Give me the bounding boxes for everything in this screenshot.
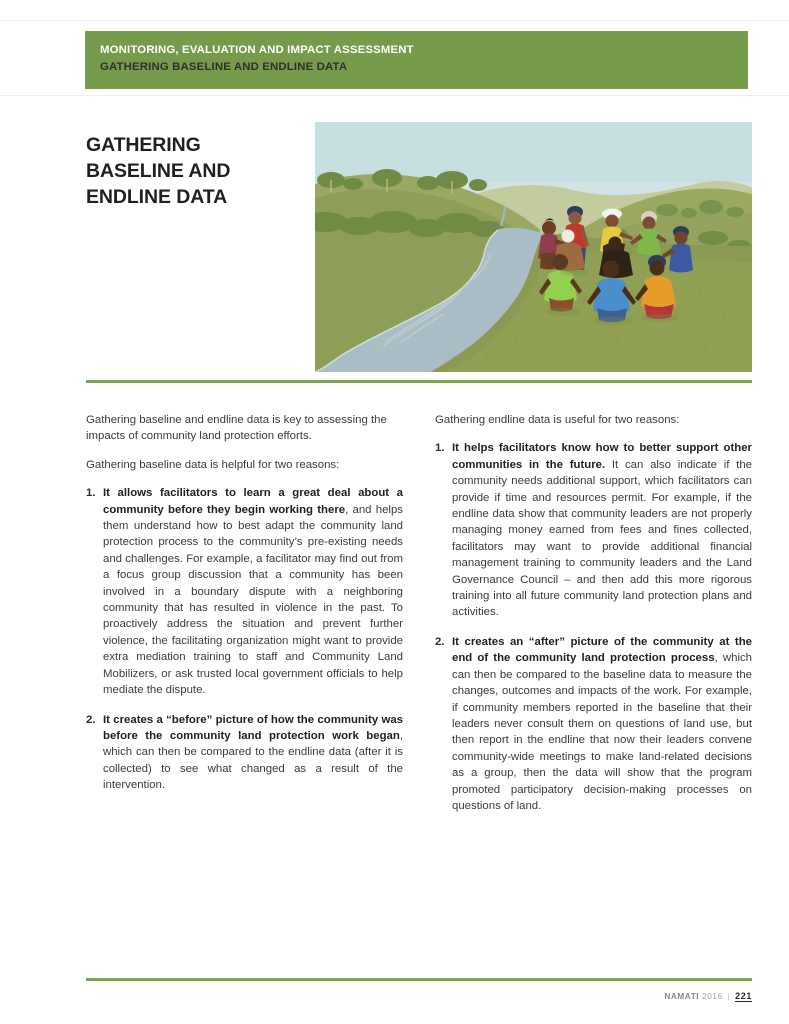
- right-column: [435, 412, 752, 827]
- running-header-section: MONITORING, EVALUATION AND IMPACT ASSESSMENT: [100, 44, 414, 56]
- left-intro-paragraph: Gathering baseline and endline data is key to assessing the impacts of community land protection efforts.: [86, 414, 387, 443]
- page-title: GATHERING BASELINE AND ENDLINE DATA: [86, 134, 231, 209]
- chapter-illustration: [315, 122, 752, 372]
- right-lead-in: Gathering endline data is useful for two reasons:: [435, 414, 680, 426]
- list-item-bold: It allows facilitators to learn a great deal about a community before they begin working there: [103, 487, 403, 516]
- right-numbered-list: [435, 440, 752, 814]
- left-numbered-list: [86, 485, 403, 793]
- body-columns: [86, 412, 752, 827]
- running-header-subsection: GATHERING BASELINE AND ENDLINE DATA: [100, 61, 348, 73]
- footer-page-number: 221: [735, 991, 752, 1001]
- illustration-artwork: [315, 122, 752, 372]
- content-divider: [86, 380, 752, 383]
- list-item: [435, 634, 752, 814]
- list-item-bold: It creates a “before” picture of how the community was before the community land protection work began: [103, 713, 403, 742]
- list-item: [86, 485, 403, 698]
- list-item-bold: It helps facilitators know how to better support other communities in the future.: [452, 442, 752, 471]
- footer: [664, 991, 752, 1001]
- list-item-text: It can also indicate if the community needs additional support, which facilitators can provide if time and resources permit. For example, if the endline data show that community leaders are not properly managing money earned from fees and fines collected, facilitators may want to provide additional financial management training to community leaders and the Land Governance Council – and then add this more rigorous training into all future community land protection plans and activities.: [452, 458, 752, 619]
- list-item-text: , which can then be compared to the endline data (after it is collected) to see what changed as a result of the intervention.: [103, 729, 403, 792]
- list-item-text: , which can then be compared to the baseline data to measure the changes, outcomes and impacts of the work. For example, if community members reported in the baseline that their leaders never consult them on questions of land use, but then report in the endline that now their leaders convene community-wide meetings to make land-related decisions as a group, then the data will show that the program promoted participatory decision-making processes on questions of land.: [452, 652, 753, 812]
- page-header-rule: [0, 95, 789, 96]
- footer-organization: NAMATI: [664, 992, 700, 1001]
- left-column: [86, 412, 403, 827]
- list-item-text: , and helps them understand how to best adapt the community land protection process to the community’s pre-existing needs and challenges. For example, a facilitator may find out from a focus group discussion that a community has been involved in a boundary dispute with a neighboring community that has resulted in violence in the past. To proactively address the situation and prevent further violence, the facilitating organization might want to provide extra mediation training to staff and Community Land Mobilizers, or ask trusted local government officials to help mediate the dispute.: [103, 503, 403, 697]
- list-item: [435, 440, 752, 620]
- list-item-bold: It creates an “after” picture of the community at the end of the community land protection process: [452, 635, 752, 665]
- list-item: [86, 712, 403, 794]
- running-header-bar: [85, 31, 748, 89]
- footer-divider: [86, 978, 752, 981]
- footer-year: 2016: [702, 992, 723, 1001]
- page-top-rule: [0, 20, 789, 21]
- footer-separator: |: [727, 992, 731, 1001]
- left-lead-in: Gathering baseline data is helpful for two reasons:: [86, 458, 340, 471]
